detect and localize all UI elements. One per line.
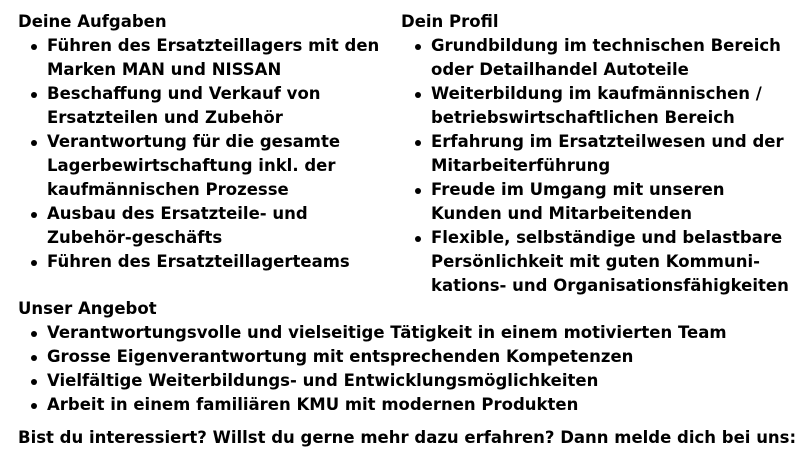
closing-text: Bist du interessiert? Willst du gerne mehr dazu erfahren? Dann melde dich bei uns: xyxy=(18,428,797,447)
aufgaben-list xyxy=(30,34,400,274)
angebot-list xyxy=(30,321,790,417)
angebot-list-item xyxy=(30,369,790,393)
aufgaben-heading: Deine Aufgaben xyxy=(18,12,167,31)
profil-item-line: Persönlichkeit mit guten Kommuni- xyxy=(431,252,760,271)
profil-item-line: Weiterbildung im kaufmännischen / xyxy=(431,84,762,103)
profil-item-line: Freude im Umgang mit unseren xyxy=(431,180,725,199)
aufgaben-item-line: Ausbau des Ersatzteile- und xyxy=(47,204,308,223)
aufgaben-item-line: Ersatzteilen und Zubehör xyxy=(47,108,283,127)
profil-list-item xyxy=(414,130,799,178)
profil-item-line: Mitarbeiterführung xyxy=(431,156,611,175)
angebot-item-line: Vielfältige Weiterbildungs- und Entwicklungsmöglichkeiten xyxy=(47,371,599,390)
angebot-item-line: Verantwortungsvolle und vielseitige Tätigkeit in einem motivierten Team xyxy=(47,323,727,342)
aufgaben-list-item xyxy=(30,82,400,130)
profil-list-item xyxy=(414,34,799,82)
profil-item-line: kations- und Organisationsfähigkeiten xyxy=(431,276,789,295)
aufgaben-item-line: Führen des Ersatzteillagers mit den xyxy=(47,36,380,55)
profil-list-item xyxy=(414,226,799,298)
angebot-item-line: Grosse Eigenverantwortung mit entsprechenden Kompetenzen xyxy=(47,347,634,366)
aufgaben-item-line: kaufmännischen Prozesse xyxy=(47,180,289,199)
aufgaben-item-line: Verantwortung für die gesamte xyxy=(47,132,341,151)
angebot-list-item xyxy=(30,321,790,345)
aufgaben-list-item xyxy=(30,130,400,202)
profil-item-line: betriebswirtschaftlichen Bereich xyxy=(431,108,735,127)
angebot-list-item xyxy=(30,345,790,369)
profil-list-item xyxy=(414,178,799,226)
profil-list xyxy=(414,34,799,298)
profil-heading: Dein Profil xyxy=(401,12,499,31)
profil-item-line: Erfahrung im Ersatzteilwesen und der xyxy=(431,132,784,151)
aufgaben-list-item xyxy=(30,34,400,82)
angebot-item-line: Arbeit in einem familiären KMU mit modernen Produkten xyxy=(47,395,579,414)
profil-item-line: Grundbildung im technischen Bereich xyxy=(431,36,781,55)
aufgaben-list-item xyxy=(30,250,400,274)
profil-item-line: Kunden und Mitarbeitenden xyxy=(431,204,692,223)
angebot-heading: Unser Angebot xyxy=(18,299,157,318)
profil-item-line: Flexible, selbständige und belastbare xyxy=(431,228,783,247)
aufgaben-list-item xyxy=(30,202,400,250)
angebot-list-item xyxy=(30,393,790,417)
profil-item-line: oder Detailhandel Autoteile xyxy=(431,60,689,79)
aufgaben-item-line: Marken MAN und NISSAN xyxy=(47,60,282,79)
profil-list-item xyxy=(414,82,799,130)
aufgaben-item-line: Beschaffung und Verkauf von xyxy=(47,84,321,103)
aufgaben-item-line: Lagerbewirtschaftung inkl. der xyxy=(47,156,336,175)
aufgaben-item-line: Zubehör-geschäfts xyxy=(47,228,223,247)
aufgaben-item-line: Führen des Ersatzteillagerteams xyxy=(47,252,350,271)
